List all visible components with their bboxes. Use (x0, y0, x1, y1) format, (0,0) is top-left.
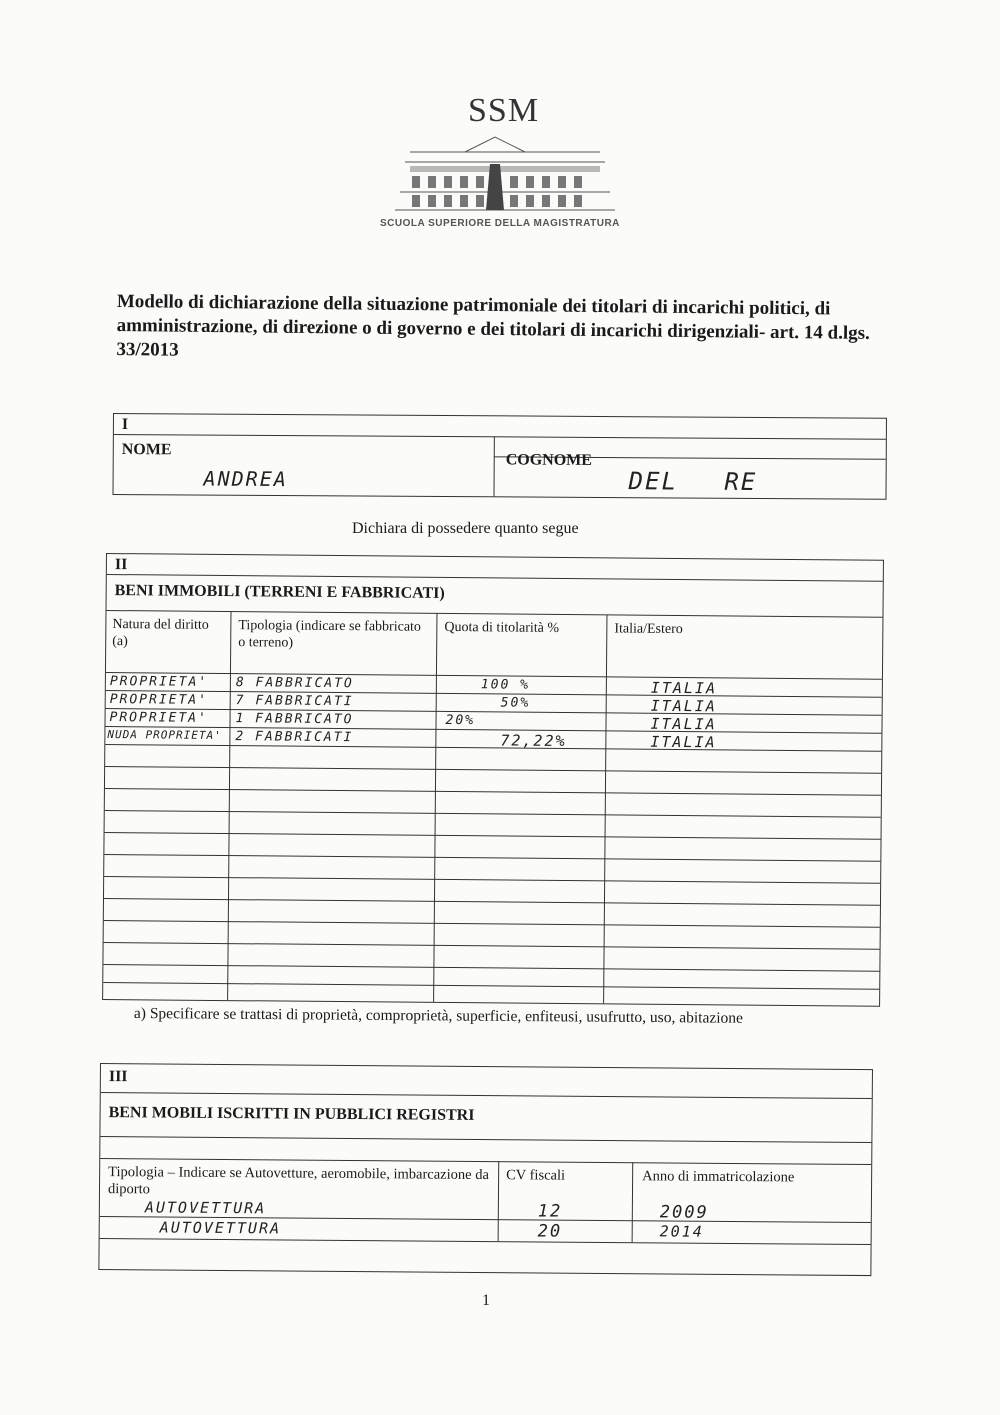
footnote: a) Specificare se trattasi di proprietà, comproprietà, superficie, enfiteusi, usufrutto, uso, abitazione (133, 1005, 743, 1027)
document-title: Modello di dichiarazione della situazione patrimoniale dei titolari di incarichi politici, di amministrazione, di direzione o di governo e dei titolari di incarichi dirigenziali- art. 14 d.lgs. 33/2013 (116, 290, 870, 361)
column-header-type: Tipologia (indicare se fabbricato o terreno) (238, 618, 422, 651)
table-cell: 50% (500, 695, 531, 711)
section-number: III (108, 1068, 128, 1086)
table-cell: 100 % (480, 677, 531, 693)
table-cell: 20 (537, 1221, 563, 1242)
surname-label: COGNOME (505, 451, 592, 469)
table-cell: ITALIA (650, 678, 718, 698)
logo-caption: SCUOLA SUPERIORE DELLA MAGISTRATURA (380, 218, 620, 229)
table-cell: PROPRIETA' (109, 710, 208, 726)
section-registered-movables (98, 1063, 873, 1276)
section-personal-data (112, 413, 886, 500)
page-number: 1 (482, 1292, 490, 1309)
column-header-horsepower: CV fiscali (506, 1167, 566, 1184)
table-cell: 72,22% (500, 731, 567, 751)
table-cell: 2 FABBRICATI (235, 729, 354, 746)
section-number: I (121, 416, 129, 434)
declaration-text: Dichiara di possedere quanto segue (352, 520, 579, 537)
name-value: ANDREA (203, 466, 288, 492)
table-cell: PROPRIETA' (109, 674, 209, 690)
column-header-year: Anno di immatricolazione (642, 1168, 795, 1186)
column-header-type: Tipologia – Indicare se Autovetture, aeromobile, imbarcazione da diporto (107, 1164, 489, 1198)
table-cell: PROPRIETA' (109, 692, 209, 708)
table-cell: ITALIA (650, 696, 717, 716)
table-cell: ITALIA (650, 732, 717, 752)
section-heading: BENI IMMOBILI (TERRENI E FABBRICATI) (114, 582, 445, 602)
surname-value: DEL RE (628, 467, 758, 496)
section-number: II (114, 556, 128, 574)
column-header-nature: Natura del diritto (a) (112, 617, 209, 650)
table-cell: AUTOVETTURA (159, 1218, 282, 1238)
logo-text: SSM (468, 92, 540, 129)
section-heading: BENI MOBILI ISCRITTI IN PUBBLICI REGISTRI (108, 1104, 475, 1124)
column-header-country: Italia/Estero (614, 621, 683, 638)
table-cell: 8 FABBRICATO (235, 675, 354, 692)
column-header-share: Quota di titolarità % (444, 619, 560, 636)
table-cell: 2009 (659, 1202, 709, 1223)
table-cell: ITALIA (650, 714, 717, 734)
section-real-estate (102, 553, 884, 1007)
table-cell: NUDA PROPRIETA' (107, 728, 222, 743)
table-cell: 2014 (659, 1222, 704, 1241)
name-label: NOME (121, 441, 172, 459)
table-cell: 12 (537, 1201, 563, 1222)
table-cell: 20% (445, 712, 476, 729)
table-cell: AUTOVETTURA (144, 1198, 267, 1218)
table-cell: 1 FABBRICATO (235, 711, 354, 728)
table-cell: 7 FABBRICATI (235, 693, 354, 710)
